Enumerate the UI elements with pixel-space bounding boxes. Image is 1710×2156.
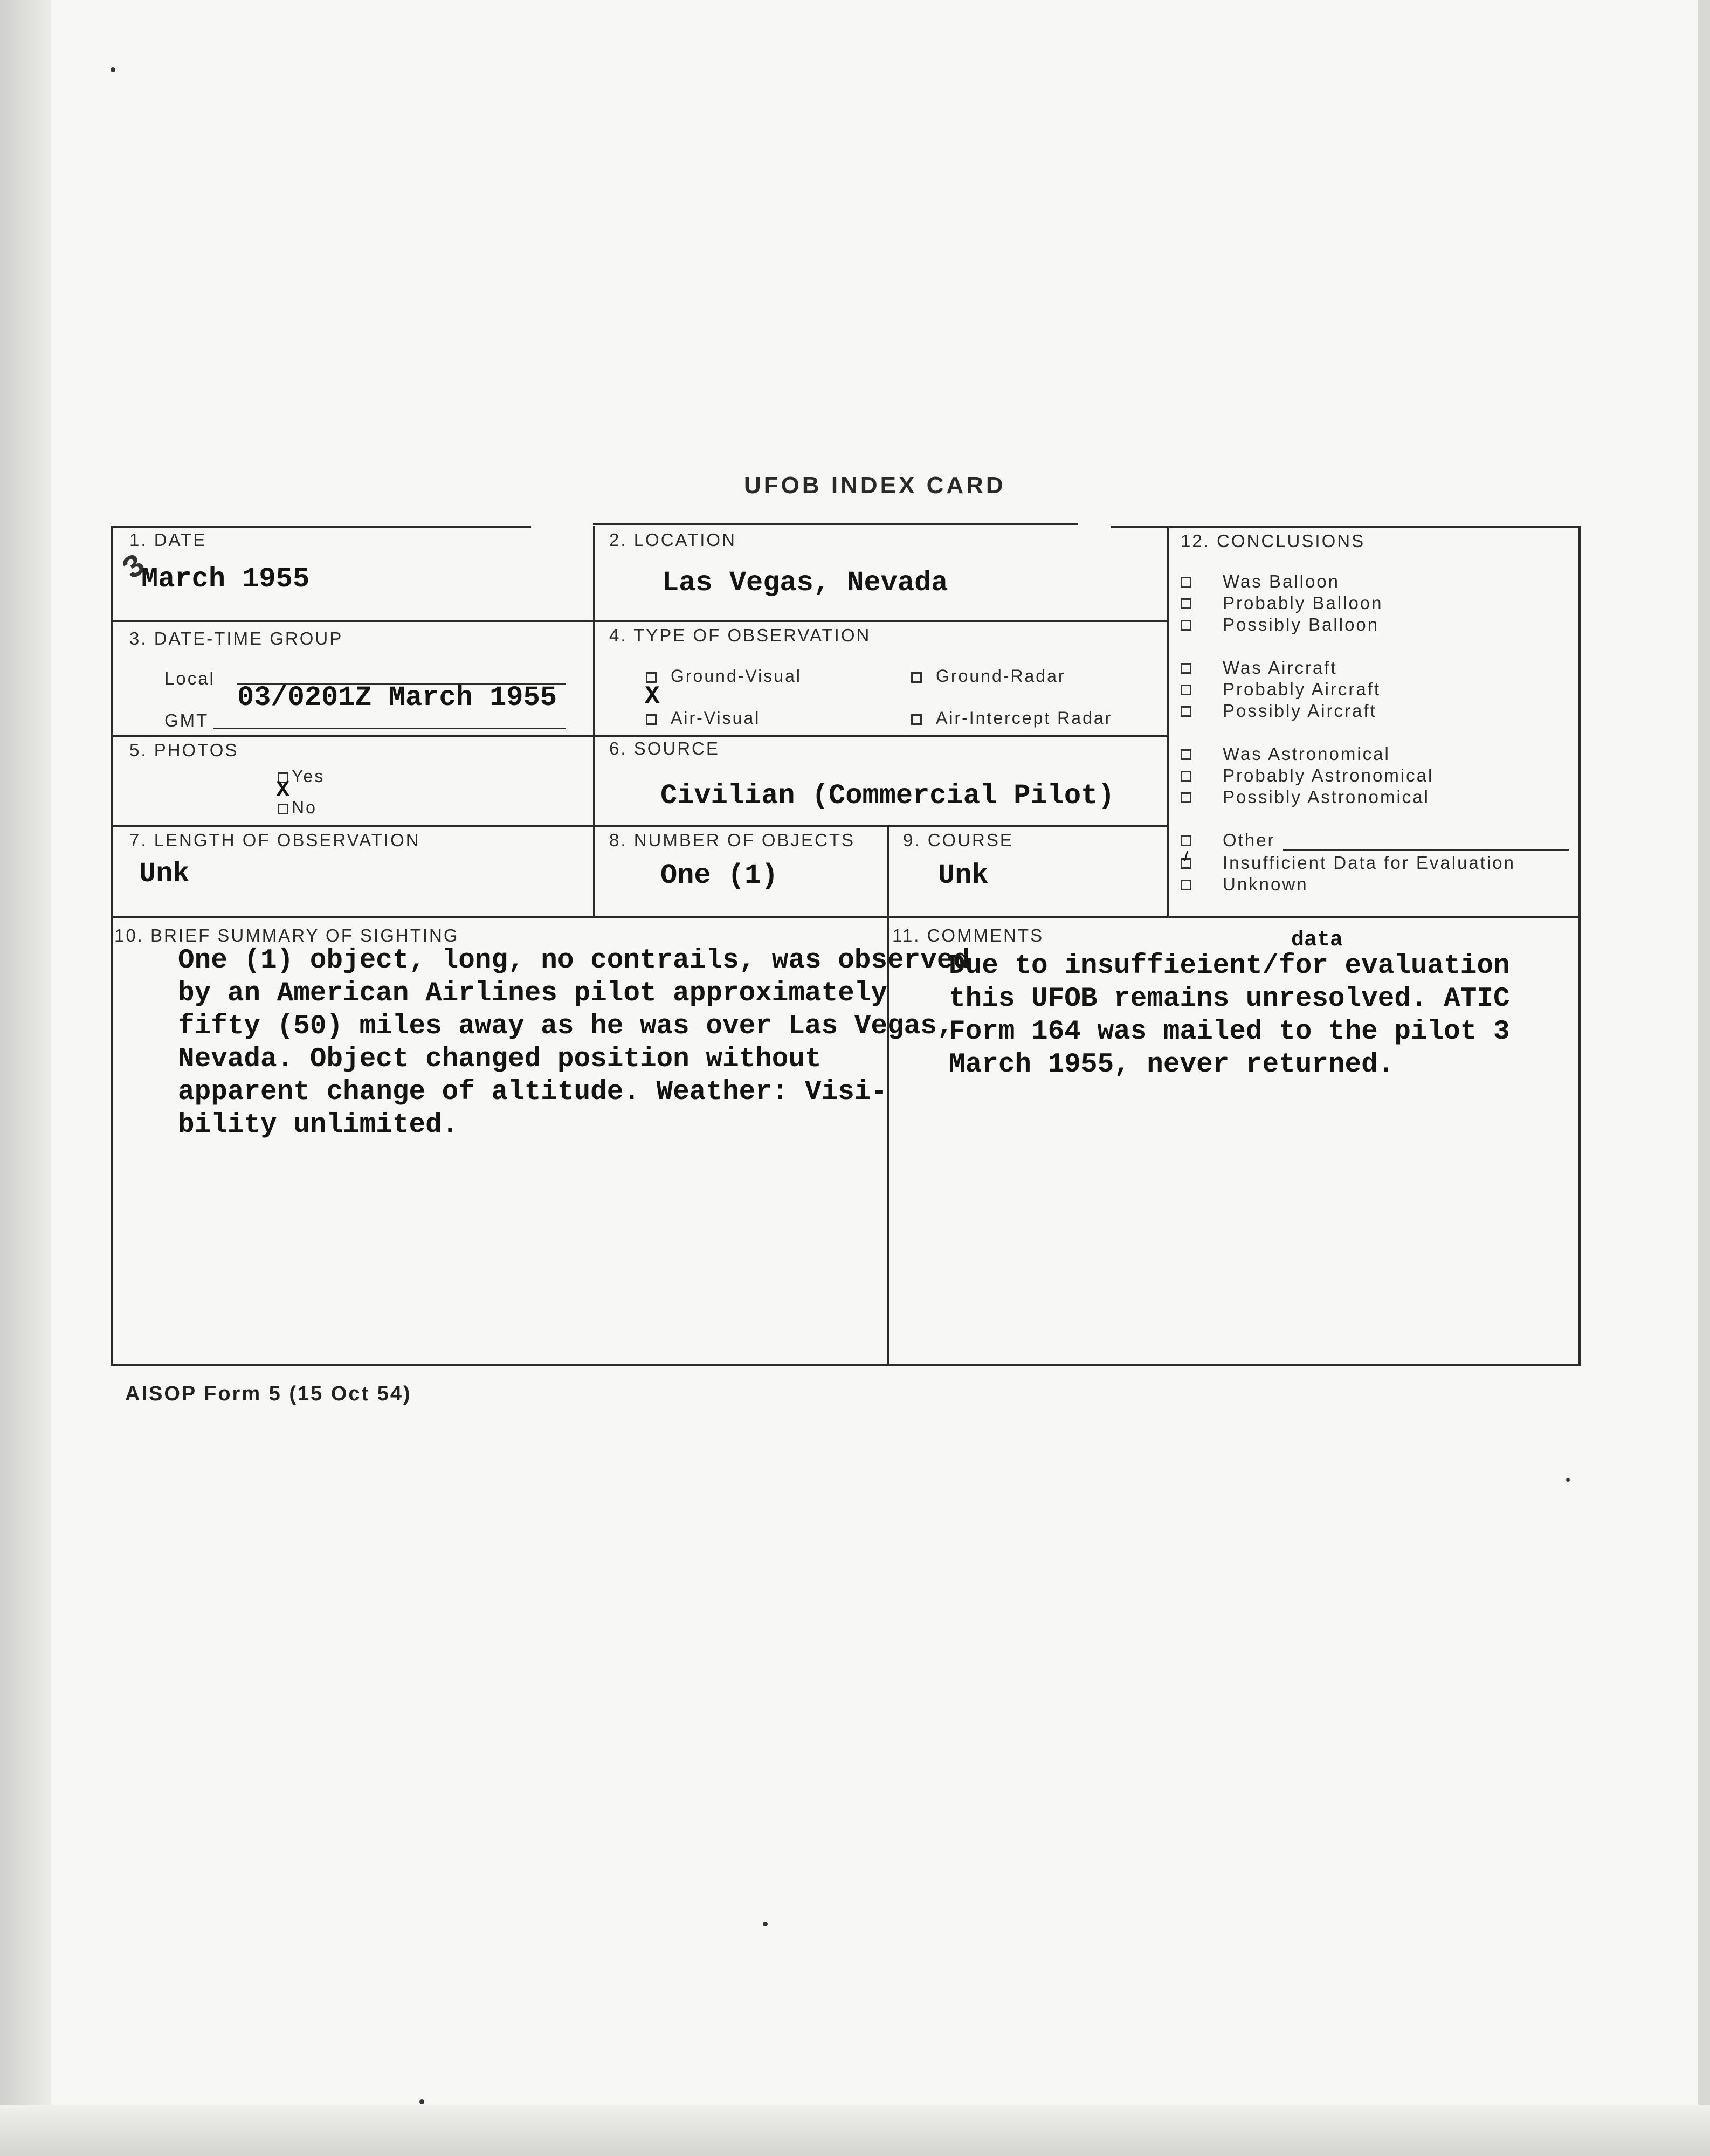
- checkbox-icon: [278, 804, 288, 814]
- checkmark-icon: ✓: [1177, 846, 1196, 869]
- summary-label: 10. BRIEF SUMMARY OF SIGHTING: [114, 925, 459, 945]
- photos-no-check-mark: X: [276, 777, 290, 803]
- dust-speck: [763, 1922, 768, 1926]
- comments-line: Form 164 was mailed to the pilot 3: [949, 1017, 1510, 1047]
- photos-label: 5. PHOTOS: [129, 740, 239, 760]
- checkbox-icon: [1181, 685, 1191, 695]
- number-of-objects-label: 8. NUMBER OF OBJECTS: [609, 830, 856, 850]
- divider: [111, 620, 1169, 622]
- comments-line: Due to insuffieient/for evaluation: [949, 951, 1510, 982]
- checkbox-icon: [1181, 771, 1191, 782]
- option-photos-no: No: [278, 798, 317, 818]
- length-of-observation-label: 7. LENGTH OF OBSERVATION: [129, 830, 420, 850]
- checkbox-icon: [646, 672, 657, 683]
- length-of-observation-value: Unk: [139, 858, 190, 890]
- comments-text: [949, 950, 1510, 1081]
- summary-line: by an American Airlines pilot approximately: [178, 978, 888, 1009]
- card-right-border: [1578, 526, 1581, 1366]
- card-bottom-border: [111, 1364, 1581, 1366]
- summary-line: One (1) object, long, no contrails, was observed: [178, 945, 970, 976]
- gmt-label: GMT: [164, 710, 209, 730]
- date-time-group-value: 03/0201Z March 1955: [237, 682, 557, 714]
- conclusions-label: 12. CONCLUSIONS: [1181, 531, 1366, 551]
- course-value: Unk: [938, 860, 989, 892]
- card-title: UFOB INDEX CARD: [744, 472, 1006, 499]
- other-line: [1283, 849, 1569, 851]
- divider: [111, 735, 1169, 737]
- summary-text: [178, 944, 970, 1142]
- checkbox-icon: [1181, 749, 1191, 760]
- date-overstrike: 3: [116, 547, 154, 589]
- checkbox-icon: [1181, 577, 1191, 588]
- checkbox-icon: [1181, 663, 1191, 674]
- divider: [1167, 526, 1169, 916]
- comments-line: March 1955, never returned.: [949, 1049, 1395, 1080]
- summary-line: Nevada. Object changed position without: [178, 1044, 822, 1075]
- air-visual-check-mark: X: [645, 682, 660, 710]
- summary-line: bility unlimited.: [178, 1110, 459, 1141]
- source-value: Civilian (Commercial Pilot): [660, 780, 1115, 812]
- card-top-border: [111, 526, 531, 528]
- form-footer: AISOP Form 5 (15 Oct 54): [125, 1383, 412, 1405]
- source-label: 6. SOURCE: [609, 738, 720, 758]
- card-left-border: [111, 526, 113, 1366]
- local-label: Local: [164, 668, 215, 688]
- option-ground-visual: Ground-Visual: [646, 666, 802, 686]
- dust-speck: [111, 67, 115, 72]
- option-ground-radar: Ground-Radar: [911, 666, 1066, 686]
- date-time-group-label: 3. DATE-TIME GROUP: [129, 628, 343, 648]
- date-label: 1. DATE: [129, 530, 207, 550]
- type-of-observation-label: 4. TYPE OF OBSERVATION: [609, 625, 871, 645]
- checkbox-icon: [1181, 880, 1191, 890]
- gmt-line: [213, 728, 566, 729]
- comments-line: this UFOB remains unresolved. ATIC: [949, 984, 1510, 1014]
- checkbox-icon: [1181, 598, 1191, 609]
- checkbox-icon: [1181, 792, 1191, 803]
- checkbox-icon: [646, 714, 657, 725]
- location-label: 2. LOCATION: [609, 530, 736, 550]
- scan-edge-bottom: [0, 2105, 1710, 2156]
- summary-line: fifty (50) miles away as he was over Las Vegas,: [178, 1011, 954, 1042]
- divider: [111, 916, 1581, 918]
- checkbox-icon: [911, 672, 922, 683]
- comments-insertion: data: [1291, 928, 1343, 952]
- card-top-border: [593, 523, 1078, 525]
- scan-edge-left: [0, 0, 51, 2156]
- dust-speck: [419, 2099, 424, 2104]
- card-top-border: [1111, 526, 1580, 528]
- dust-speck: [1566, 1478, 1570, 1482]
- divider: [593, 526, 595, 916]
- checkbox-icon: [1181, 706, 1191, 717]
- date-value: March 1955: [141, 563, 310, 595]
- location-value: Las Vegas, Nevada: [662, 567, 948, 599]
- checkbox-icon: [911, 714, 922, 725]
- scan-edge-right: [1698, 0, 1710, 2156]
- course-label: 9. COURSE: [903, 830, 1013, 850]
- option-photos-yes: Yes: [278, 766, 325, 786]
- summary-line: apparent change of altitude. Weather: Visi-: [178, 1077, 888, 1108]
- checkbox-icon: [1181, 620, 1191, 631]
- option-air-visual: Air-Visual: [646, 708, 760, 728]
- comments-label: 11. COMMENTS: [892, 925, 1044, 945]
- option-air-intercept-radar: Air-Intercept Radar: [911, 708, 1112, 728]
- divider: [111, 825, 1169, 827]
- number-of-objects-value: One (1): [660, 860, 778, 892]
